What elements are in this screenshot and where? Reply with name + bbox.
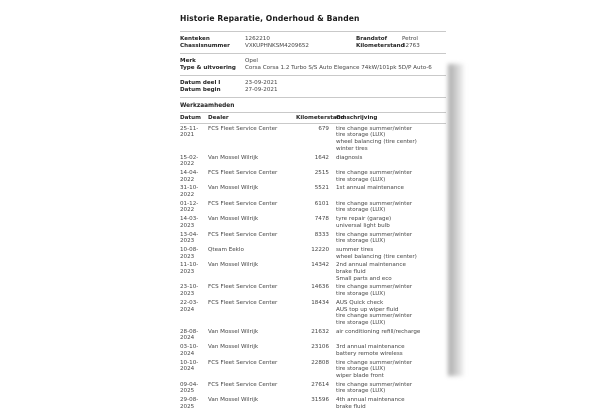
vehicle-info-left-column (180, 36, 356, 50)
table-row (180, 216, 446, 229)
page-title: Historie Reparatie, Onderhoud & Banden (180, 14, 360, 23)
row-date: 23-10-2023 (180, 284, 199, 298)
row-kilometerstand: 7478 (314, 216, 329, 223)
row-kilometerstand: 679 (318, 125, 329, 132)
table-row (180, 344, 446, 357)
section-divider (180, 75, 446, 76)
description-line: AUS top up wiper fluid (336, 306, 399, 313)
description-line: 4th annual maintenance (336, 397, 405, 404)
model-info-section (180, 58, 446, 72)
row-dealer: Van Mossel Wilrijk (208, 328, 259, 335)
table-row (180, 185, 446, 198)
info-row (180, 43, 356, 50)
table-row (180, 284, 446, 297)
row-dealer: FCS Fleet Service Center (208, 200, 278, 207)
info-label: Kenteken (180, 35, 210, 42)
row-date: 14-03-2023 (180, 216, 199, 229)
row-kilometerstand: 31596 (311, 397, 329, 404)
description-line: tire storage (LUX) (336, 238, 386, 245)
page-edge-shadow (448, 64, 464, 376)
work-history-table (180, 112, 446, 410)
row-descriptions (332, 170, 446, 183)
description-line: 2nd annual maintenance (336, 262, 406, 269)
table-row (180, 360, 446, 380)
row-kilometerstand: 22808 (311, 359, 329, 366)
row-date: 03-10-2024 (180, 344, 199, 357)
row-dealer: FCS Fleet Service Center (208, 125, 278, 132)
table-row (180, 155, 446, 168)
document-content (180, 14, 446, 412)
work-section-title: Werkzaamheden (180, 103, 235, 109)
row-dealer: FCS Fleet Service Center (208, 284, 278, 291)
description-line: tire change summer/winter (336, 169, 413, 176)
info-label: Datum deel I (180, 79, 221, 86)
info-value: 23-09-2021 (245, 79, 278, 86)
description-line: winter tires (336, 145, 368, 152)
info-value: Petrol (402, 35, 418, 42)
row-kilometerstand: 21632 (311, 328, 329, 335)
info-label: Merk (180, 57, 196, 64)
table-header-row (180, 112, 446, 124)
date-info-section (180, 80, 446, 94)
info-row (180, 36, 356, 43)
row-descriptions (332, 344, 446, 357)
info-label: Brandstof (356, 35, 388, 42)
row-date: 25-11-2021 (180, 125, 199, 139)
description-line: wheel balancing (tire center) (336, 139, 417, 146)
description-line: tire change summer/winter (336, 200, 413, 207)
description-line: tire storage (LUX) (336, 207, 386, 214)
row-descriptions (332, 397, 446, 410)
row-descriptions (332, 247, 446, 260)
row-kilometerstand: 1642 (314, 154, 329, 161)
row-dealer: Van Mossel Wilrijk (208, 397, 259, 404)
info-row (180, 80, 446, 87)
row-descriptions (332, 232, 446, 245)
column-header-datum: Datum (180, 114, 201, 121)
table-body (180, 124, 446, 411)
description-line: brake fluid (336, 269, 366, 276)
row-descriptions (332, 382, 446, 395)
table-row (180, 382, 446, 395)
row-dealer: Van Mossel Wilrijk (208, 154, 259, 161)
description-line: tire storage (LUX) (336, 388, 386, 395)
row-kilometerstand: 6101 (314, 200, 329, 207)
description-line: tyre repair (garage) (336, 216, 392, 223)
row-kilometerstand: 2515 (314, 169, 329, 176)
row-descriptions (332, 262, 446, 282)
description-line: tire change summer/winter (336, 359, 413, 366)
row-descriptions (332, 185, 446, 198)
row-kilometerstand: 8333 (314, 231, 329, 238)
row-dealer: FCS Fleet Service Center (208, 231, 278, 238)
info-label: Type & uitvoering (180, 64, 236, 71)
info-value: 32763 (402, 42, 420, 49)
row-dealer: Qteam Eeklo (208, 246, 244, 253)
description-line: tire change summer/winter (336, 313, 413, 320)
row-kilometerstand: 14636 (311, 284, 329, 291)
row-dealer: Van Mossel Wilrijk (208, 216, 259, 223)
row-dealer: FCS Fleet Service Center (208, 299, 278, 306)
table-row (180, 262, 446, 282)
row-kilometerstand: 14342 (311, 262, 329, 269)
row-date: 10-10-2024 (180, 359, 199, 373)
column-header-kilometerstand: Kilometerstand (296, 114, 345, 121)
row-kilometerstand: 12220 (311, 246, 329, 253)
description-line: tire change summer/winter (336, 284, 413, 291)
info-row (180, 58, 446, 65)
info-value: Opel (245, 57, 258, 64)
row-dealer: FCS Fleet Service Center (208, 169, 278, 176)
row-date: 09-04-2025 (180, 381, 199, 395)
description-line: 3rd annual maintenance (336, 344, 405, 351)
section-divider (180, 53, 446, 54)
description-line: tire change summer/winter (336, 231, 413, 238)
row-kilometerstand: 5521 (314, 185, 329, 192)
row-date: 28-08-2024 (180, 328, 199, 342)
row-date: 11-10-2023 (180, 262, 199, 276)
row-date: 14-04-2022 (180, 169, 199, 183)
info-row (180, 87, 446, 94)
row-descriptions (332, 329, 446, 342)
info-value: Corsa Corsa 1.2 Turbo S/S Auto Elegance 74kW/101pk 5D/P Auto-6 (245, 64, 432, 71)
row-descriptions (332, 201, 446, 214)
column-header-omschrijving: Omschrijving (336, 114, 378, 121)
description-line: tire change summer/winter (336, 381, 413, 388)
row-dealer: FCS Fleet Service Center (208, 381, 278, 388)
description-line: summer tires (336, 246, 374, 253)
row-dealer: Van Mossel Wilrijk (208, 262, 259, 269)
row-date: 29-08-2025 (180, 397, 199, 410)
description-line: tire change summer/winter (336, 125, 413, 132)
row-descriptions (332, 360, 446, 380)
row-date: 10-08-2023 (180, 246, 199, 260)
description-line: AUS Quick check (336, 299, 384, 306)
vehicle-info-section (180, 36, 446, 50)
table-row (180, 201, 446, 214)
description-line: Small parts and eco (336, 275, 392, 282)
table-row (180, 126, 446, 153)
info-label: Datum begin (180, 86, 221, 93)
vehicle-info-right-column (356, 36, 446, 50)
table-row (180, 247, 446, 260)
description-line: tire storage (LUX) (336, 132, 386, 139)
description-line: 1st annual maintenance (336, 185, 404, 192)
description-line: tire storage (LUX) (336, 319, 386, 326)
table-row (180, 329, 446, 342)
info-row (356, 36, 446, 43)
row-date: 15-02-2022 (180, 154, 199, 168)
description-line: tire storage (LUX) (336, 176, 386, 183)
section-divider (180, 97, 446, 98)
info-label: Kilometerstand (356, 42, 405, 49)
table-row (180, 232, 446, 245)
row-date: 31-10-2022 (180, 185, 199, 199)
row-date: 22-03-2024 (180, 299, 199, 313)
row-kilometerstand: 18434 (311, 299, 329, 306)
info-row (180, 65, 446, 72)
row-date: 01-12-2022 (180, 200, 199, 214)
info-value: 27-09-2021 (245, 86, 278, 93)
description-line: tire storage (LUX) (336, 291, 386, 298)
description-line: tire storage (LUX) (336, 366, 386, 373)
table-row (180, 170, 446, 183)
row-kilometerstand: 27614 (311, 381, 329, 388)
row-descriptions (332, 284, 446, 297)
column-header-dealer: Dealer (208, 114, 229, 121)
row-dealer: Van Mossel Wilrijk (208, 185, 259, 192)
info-value: VXKUPHNKSM4209652 (245, 42, 309, 49)
description-line: diagnosis (336, 154, 363, 161)
description-line: wheel balancing (tire center) (336, 253, 417, 260)
info-row (356, 43, 446, 50)
row-date: 13-04-2023 (180, 231, 199, 245)
row-descriptions (332, 300, 446, 327)
description-line: universal light bulb (336, 222, 390, 229)
table-row (180, 300, 446, 327)
row-dealer: Van Mossel Wilrijk (208, 344, 259, 351)
row-descriptions (332, 155, 446, 168)
row-descriptions (332, 216, 446, 229)
table-row (180, 397, 446, 410)
info-value: 1262210 (245, 35, 270, 42)
description-line: air conditioning refill/recharge (336, 328, 421, 335)
description-line: wiper blade front (336, 372, 384, 379)
info-label: Chassisnummer (180, 42, 230, 49)
row-kilometerstand: 23106 (311, 344, 329, 351)
section-divider (180, 31, 446, 32)
description-line: brake fluid (336, 403, 366, 410)
row-descriptions (332, 126, 446, 153)
row-dealer: FCS Fleet Service Center (208, 359, 278, 366)
description-line: battery remote wireless (336, 350, 403, 357)
